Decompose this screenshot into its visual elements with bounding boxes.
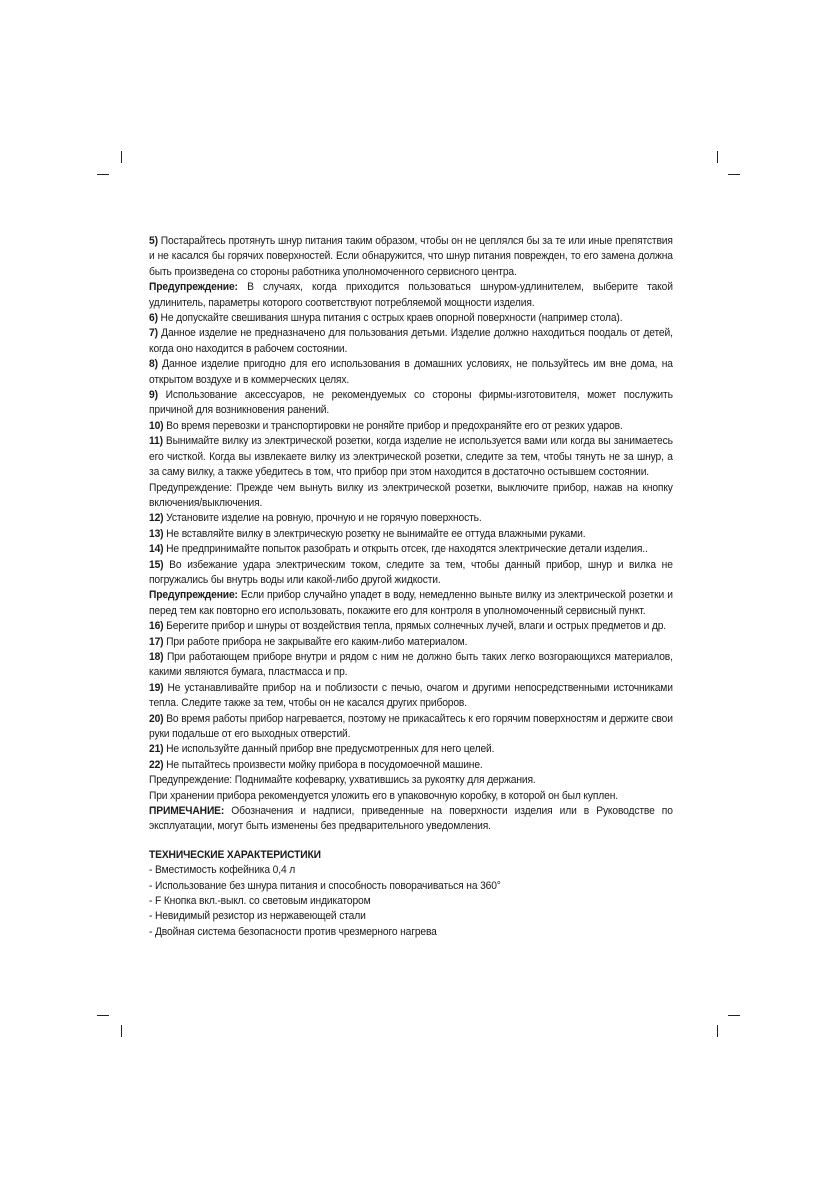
paragraph-text: Не используйте данный прибор вне предусмотренных для него целей. bbox=[163, 743, 495, 756]
paragraph-text: Данное изделие пригодно для его использования в домашних условиях, не пользуйтесь им вне дома, на открытом воздухе и в коммерческих целях. bbox=[149, 358, 673, 386]
instruction-paragraph bbox=[149, 481, 673, 512]
paragraph-text: Если прибор случайно упадет в воду, немедленно выньте вилку из электрической розетки и перед тем как повторно его использовать, покажите его для контроля в уполномоченный сервисный пункт. bbox=[149, 589, 673, 617]
paragraph-text: Во избежание удара электрическим током, следите за тем, чтобы данный прибор, шнур и вилка не погружались бы внутрь воды или какой-либо другой жидкости. bbox=[149, 558, 673, 586]
instruction-paragraph bbox=[149, 681, 673, 712]
paragraph-text: При хранении прибора рекомендуется уложить его в упаковочную коробку, в которой он был куплен. bbox=[149, 789, 618, 802]
paragraph-text: Во время перевозки и транспортировки не роняйте прибор и предохраняйте его от резких ударов. bbox=[163, 419, 623, 432]
instruction-paragraph bbox=[149, 789, 673, 804]
paragraph-text: Установите изделие на ровную, прочную и не горячую поверхность. bbox=[163, 512, 482, 525]
paragraph-text: Данное изделие не предназначено для пользования детьми. Изделие должно находиться поодаль от детей, когда оно находится в рабочем состоянии. bbox=[149, 327, 673, 355]
item-number: 5) bbox=[149, 235, 158, 247]
item-number: 15) bbox=[149, 558, 164, 571]
instruction-paragraph bbox=[149, 280, 673, 311]
instruction-paragraph bbox=[149, 635, 673, 650]
crop-mark-top-right-vertical bbox=[717, 151, 718, 163]
item-number: 14) bbox=[149, 543, 164, 556]
paragraph-text: Не устанавливайте прибор на и поблизости с печью, очагом и другими непосредственными источниками тепла. Следите также за тем, чтобы он не касался других приборов. bbox=[149, 681, 673, 710]
instruction-paragraph bbox=[149, 434, 673, 480]
item-number: 8) bbox=[149, 358, 158, 371]
item-number: 9) bbox=[149, 389, 158, 402]
instruction-paragraph bbox=[149, 758, 673, 773]
item-number: 6) bbox=[149, 312, 158, 325]
tech-spec-item: - Вместимость кофейника 0,4 л bbox=[149, 864, 296, 877]
tech-specs-list bbox=[149, 863, 673, 940]
paragraph-text: Во время работы прибор нагревается, поэтому не прикасайтесь к его горячим поверхностям и держите свои руки подальше от его выходных отверстий. bbox=[149, 712, 673, 740]
instruction-paragraph bbox=[149, 234, 673, 280]
item-number: 20) bbox=[149, 712, 164, 725]
crop-mark-top-left-vertical bbox=[121, 151, 122, 163]
paragraph-text: Не вставляйте вилку в электрическую розетку не вынимайте ее оттуда влажными руками. bbox=[163, 527, 586, 540]
instruction-paragraph bbox=[149, 527, 673, 542]
item-number: 17) bbox=[149, 635, 164, 648]
item-number: 13) bbox=[149, 527, 164, 540]
paragraph-text: Использование аксессуаров, не рекомендуемых со стороны фирмы-изготовителя, может послужить причиной для возникновения ранений. bbox=[149, 389, 673, 417]
instruction-paragraph bbox=[149, 742, 673, 757]
instruction-paragraph bbox=[149, 804, 673, 835]
item-number: 22) bbox=[149, 758, 164, 771]
paragraph-text: Вынимайте вилку из электрической розетки, когда изделие не используется вами или когда вы занимаетесь его чисткой. Когда вы извлекаете вилку из электрической розетки, следите за тем, чтобы тянуть не за шнур, а за саму вилку, а также убедитесь в том, что прибор при этом находится в достаточно остывшем состоянии. bbox=[149, 435, 673, 479]
instruction-paragraph bbox=[149, 650, 673, 681]
tech-spec-item: - Двойная система безопасности против чрезмерного нагрева bbox=[149, 925, 437, 938]
paragraph-text: Не допускайте свешивания шнура питания с острых краев опорной поверхности (например стола). bbox=[157, 312, 623, 325]
technical-specifications bbox=[149, 848, 673, 940]
instruction-paragraph bbox=[149, 558, 673, 589]
instruction-paragraph bbox=[149, 388, 673, 419]
crop-mark-bottom-left-horizontal bbox=[97, 1015, 109, 1016]
item-number: 18) bbox=[149, 650, 164, 663]
instruction-paragraph bbox=[149, 619, 673, 634]
item-number: 7) bbox=[149, 327, 158, 340]
paragraph-text: В случаях, когда приходится пользоваться шнуром-удлинителем, выберите такой удлинитель, параметры которого соответствуют потребляемой мощности изделия. bbox=[149, 281, 673, 309]
instruction-paragraph bbox=[149, 773, 673, 788]
tech-spec-item: - Использование без шнура питания и способность поворачиваться на 360° bbox=[149, 879, 501, 892]
paragraph-text: При работе прибора не закрывайте его каким-либо материалом. bbox=[163, 635, 468, 648]
instruction-paragraph bbox=[149, 588, 673, 619]
tech-specs-title: ТЕХНИЧЕСКИЕ ХАРАКТЕРИСТИКИ bbox=[149, 848, 321, 861]
crop-mark-top-right-horizontal bbox=[728, 174, 740, 175]
paragraph-text: При работающем приборе внутри и рядом с ним не должно быть таких легко возгорающихся материалов, какими являются бумага, пластмасса и пр. bbox=[149, 650, 673, 679]
paragraph-text: Не пытайтесь произвести мойку прибора в посудомоечной машине. bbox=[163, 758, 483, 771]
paragraph-text: Берегите прибор и шнуры от воздействия тепла, прямых солнечных лучей, влаги и острых предметов и др. bbox=[163, 620, 667, 633]
item-number: 10) bbox=[149, 419, 164, 432]
instruction-paragraph bbox=[149, 712, 673, 743]
paragraph-text: Обозначения и надписи, приведенные на поверхности изделия или в Руководстве по эксплуатации, могут быть изменены без предварительного уведомления. bbox=[149, 805, 673, 833]
item-number: 21) bbox=[149, 743, 164, 756]
paragraph-text: Не предпринимайте попыток разобрать и открыть отсек, где находятся электрические детали изделия.. bbox=[163, 543, 648, 556]
tech-spec-item: - Невидимый резистор из нержавеющей стали bbox=[149, 910, 366, 923]
instruction-paragraph bbox=[149, 326, 673, 357]
item-number: 19) bbox=[149, 681, 164, 694]
document-body bbox=[149, 234, 673, 940]
item-number: 11) bbox=[149, 435, 163, 448]
warning-label: Предупреждение: bbox=[149, 589, 238, 602]
instruction-paragraph bbox=[149, 357, 673, 388]
crop-mark-bottom-left-vertical bbox=[121, 1025, 122, 1037]
instruction-paragraph bbox=[149, 511, 673, 526]
instruction-paragraph bbox=[149, 311, 673, 326]
warning-label: Предупреждение: bbox=[149, 281, 238, 294]
safety-instructions bbox=[149, 234, 673, 835]
paragraph-text: Постарайтесь протянуть шнур питания таким образом, чтобы он не цеплялся бы за те или иные препятствия и не касался бы горячих поверхностей. Если обнаружится, что шнур питания поврежден, то его замена должна быть произведена со стороны работника уполномоченного сервисного центра. bbox=[149, 235, 673, 278]
item-number: 12) bbox=[149, 512, 164, 525]
warning-label: ПРИМЕЧАНИЕ: bbox=[149, 805, 225, 818]
item-number: 16) bbox=[149, 620, 164, 633]
crop-mark-bottom-right-horizontal bbox=[728, 1015, 740, 1016]
instruction-paragraph bbox=[149, 419, 673, 434]
crop-mark-bottom-right-vertical bbox=[717, 1025, 718, 1037]
instruction-paragraph bbox=[149, 542, 673, 557]
tech-spec-item: - F Кнопка вкл.-выкл. со световым индикатором bbox=[149, 895, 371, 908]
paragraph-text: Предупреждение: Поднимайте кофеварку, ухватившись за рукоятку для держания. bbox=[149, 774, 536, 787]
paragraph-text: Предупреждение: Прежде чем вынуть вилку из электрической розетки, выключите прибор, нажав на кнопку включения/выключения. bbox=[149, 481, 673, 509]
crop-mark-top-left-horizontal bbox=[97, 174, 109, 175]
